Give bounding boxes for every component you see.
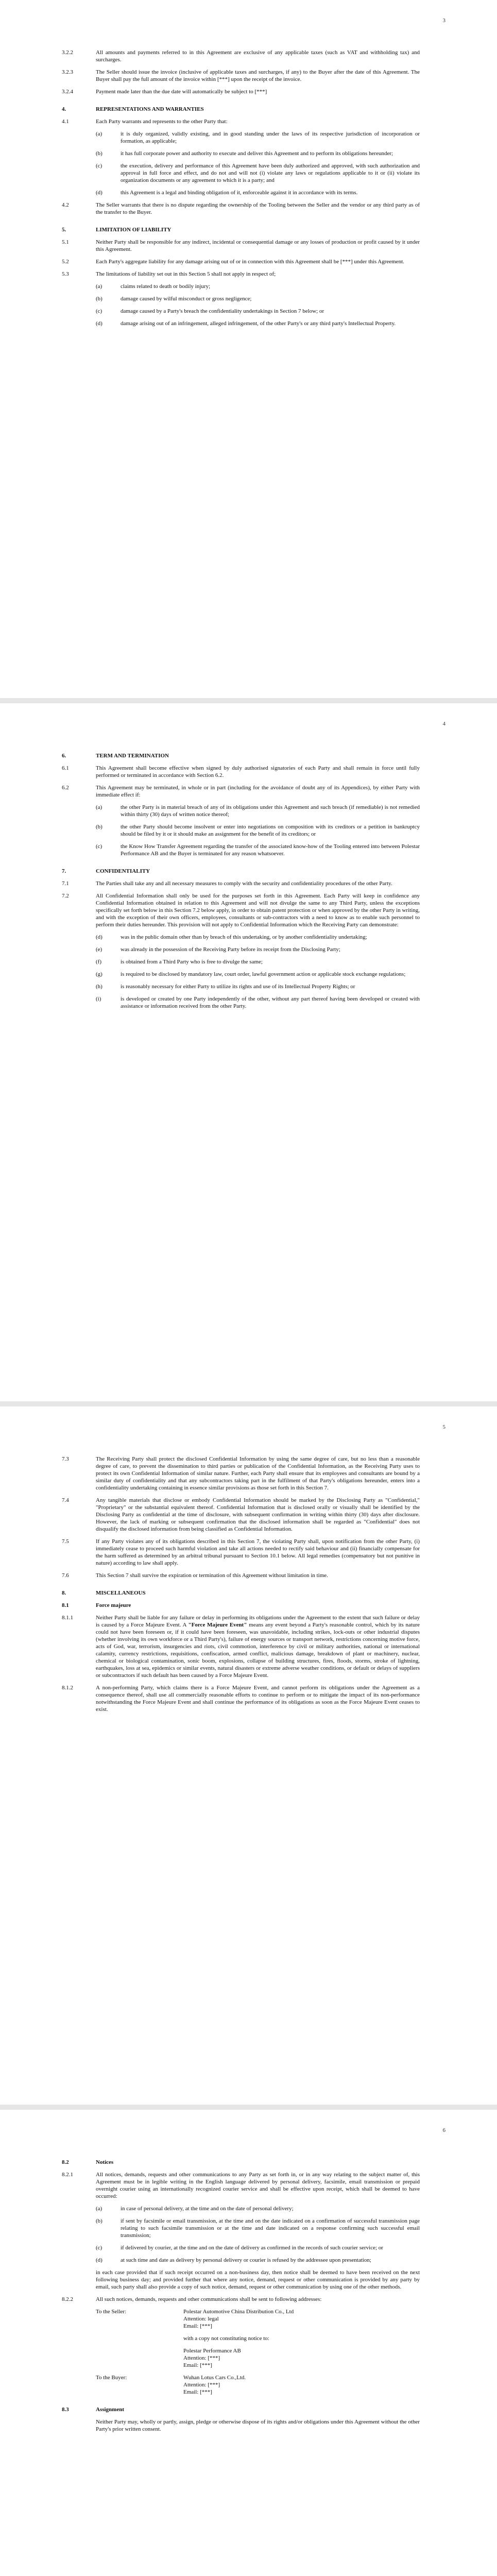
clause-7-2: 7.2 All Confidential Information shall only be used for the purposes set forth in this Agreement. Each Party will keep in confidence any Confidential Information obtained in relation to this Agreement and will not divulge the same to any Third Party, unless the exceptions specifically set forth below in this Section 7.2 below apply, in order to obtain patent protection or when approved by the other Party in writing, and with the exception of their own officers, employees, consultants or sub-contractors with a need to know as to enable such personnel to perform their duties hereunder. This provision will not apply to Confidential Information which the Receiving Party can demonstrate: [62,893,420,928]
subsection-heading-8-1: 8.1 Force majeure [62,1602,131,1608]
clause-7-2-g: (g) is required to be disclosed by mandatory law, court order, lawful government action or applicable stock exchange regulations; [96,971,406,977]
clause-5-3-a: (a) claims related to death or bodily injury; [96,283,211,290]
document-page-6 [0,2110,497,2576]
clause-text: Neither Party shall be liable for any failure or delay in performing its obligations under the Agreement to the extent that such failure or delay is caused by a Force Majeure Event. A [96,1615,420,1628]
clause-8-1-2: 8.1.2 A non-performing Party, which claims there is a Force Majeure Event, and cannot perform its obligations under the Agreement as a consequence thereof, shall use all commercially reasonable efforts to continue to perform or to mitigate the impact of its non-performance notwithstanding the Force Majeure Event and shall continue the performance of its obligations as soon as the Force Majeure Event ceases to exist. [62,1685,420,1713]
clause-text: means any event beyond a Party's reasonable control, which by its nature could not have been foreseen or, if it could have been foreseen, was unavoidable, including strikes, lock-outs or other industrial disputes (whether involving its own workforce or a Third Party's), failure of energy sources or transport network, restrictions concerning motive force, acts of God, war, terrorism, insurgencies and riots, civil commotion, interference by civil or military authorities, national or international calamity, currency restrictions, requisitions, confiscation, armed conflict, malicious damage, breakdown of plant or machinery, nuclear, chemical or biological contamination, sonic boom, explosions, collapse of building structures, fires, floods, storms, stroke of lightning, earthquakes, loss at sea, epidemics or similar events, natural disasters or extreme adverse weather conditions, or default or delays of suppliers or subcontractors if such default has been caused by a Force Majeure Event. [96,1622,420,1679]
clause-4-1-a: (a) it is duly organized, validly existing, and in good standing under the laws of its respective jurisdiction of incorporation or formation, as applicable; [96,131,420,144]
page-number: 6 [442,2127,445,2133]
clause-4-1-d: (d) this Agreement is a legal and binding obligation of it, enforceable against it in accordance with its terms. [96,190,358,196]
clause-3-2-3: 3.2.3 The Seller should issue the invoice (inclusive of applicable taxes and surcharges, if any) to the Buyer after the date of this Agreement. The Buyer shall pay the full amount of the invoice within [***] upon the receipt of the invoice. [62,69,420,82]
clause-8-1-1: 8.1.1 Neither Party shall be liable for any failure or delay in performing its obligations under the Agreement to the extent that such failure or delay is caused by a Force Majeure Event. A "Force Majeure Event" means any event beyond a Party's reasonable control, which by its nature could not have been foreseen or, if it could have been foreseen, was unavoidable, including strikes, lock-outs or other industrial disputes (whether involving its own workforce or a Third Party's), failure of energy sources or transport network, restrictions concerning motive force, acts of God, war, terrorism, insurgencies and riots, civil commotion, interference by civil or military authorities, national or international calamity, currency restrictions, requisitions, confiscation, armed conflict, malicious damage, breakdown of plant or machinery, nuclear, chemical or biological contamination, sonic boom, explosions, collapse of building structures, fires, floods, storms, stroke of lightning, earthquakes, loss at sea, epidemics or similar events, natural disasters or extreme adverse weather conditions, or default or delays of suppliers or subcontractors if such default has been caused by a Force Majeure Event. [62,1615,420,1679]
clause-7-2-i: (i) is developed or created by one Party independently of the other, without any part thereof having been developed or created with assistance or information received from the other Party. [96,996,420,1009]
clause-5-2: 5.2 Each Party's aggregate liability for any damage arising out of or in connection with this Agreement shall be [***] under this Agreement. [62,259,404,265]
clause-3-2-4: 3.2.4 Payment made later than the due date will automatically be subject to [***] [62,89,267,95]
clause-6-2-a: (a) the other Party is in material breach of any of its obligations under this Agreement and such breach (if remediable) is not remedied within thirty (30) days of written notice thereof; [96,804,420,818]
clause-5-1: 5.1 Neither Party shall be responsible for any indirect, incidental or consequential damage or any losses of production or profit caused by it under this Agreement. [62,239,420,252]
address-line: Email: [***] [183,2362,212,2368]
subsection-heading-8-3: 8.3 Assignment [62,2406,125,2413]
clause-6-2-c: (c) the Know How Transfer Agreement regarding the transfer of the associated know-how of the Tooling entered into between Polestar Performance AB and the Buyer is terminated for any reason whatsoever. [96,843,420,857]
clause-7-6: 7.6 This Section 7 shall survive the expiration or termination of this Agreement without limitation in time. [62,1572,328,1579]
clause-4-1: 4.1 Each Party warrants and represents to the other Party that: [62,118,228,125]
clause-5-3-d: (d) damage arising out of an infringement, alleged infringement, of the other Party's or any third party's Intellectual Property. [96,320,396,327]
clause-8-2-2: 8.2.2 All such notices, demands, requests and other communications shall be sent to following addresses: [62,2296,322,2302]
clause-4-2: 4.2 The Seller warrants that there is no dispute regarding the ownership of the Tooling between the Seller and the vendor or any third party as of the transfer to the Buyer. [62,202,420,215]
section-heading-4: 4. REPRESENTATIONS AND WARRANTIES [62,106,204,112]
section-heading-7: 7. CONFIDENTIALITY [62,868,150,874]
defined-term: "Force Majeure Event" [188,1622,247,1628]
clause-4-1-b: (b) it has full corporate power and authority to execute and deliver this Agreement and to perform its obligations hereunder; [96,150,393,157]
clause-8-2-1-b: (b) if sent by facsimile or email transmission, at the time and on the date indicated on a confirmation of successful transmission page relating to such facsimile transmission or at the time and date indicated on a response confirming such successful email transmission; [96,2218,420,2239]
clause-6-2-b: (b) the other Party should become insolvent or enter into negotiations on composition with its creditors or a petition in bankruptcy should be filed by it or it should make an assignment for the benefit of its creditors; or [96,824,420,837]
clause-6-1: 6.1 This Agreement shall become effective when signed by duly authorised signatories of each Party and shall remain in force until fully performed or terminated in accordance with Section 6.2. [62,765,420,778]
clause-8-3: Neither Party may, wholly or partly, assign, pledge or otherwise dispose of its rights and/or obligations under this Agreement without the other Party's prior written consent. [96,2419,420,2432]
address-line: Attention: [***] [183,2382,220,2388]
seller-copy-note [96,2335,420,2342]
address-line: with a copy not constituting notice to: [183,2335,269,2342]
section-heading-8: 8. MISCELLANEOUS [62,1590,146,1596]
page-number: 3 [442,18,445,24]
clause-3-2-2: 3.2.2 All amounts and payments referred to in this Agreement are exclusive of any applicable taxes (such as VAT and withholding tax) and surcharges. [62,49,420,63]
clause-4-1-c: (c) the execution, delivery and performance of this Agreement have been duly authorized and approved, with such authorization and approval in full force and effect, and do not and will not (i) violate any laws or regulations applicable to it or (ii) violate its organization documents or any agreement to which it is a party; and [96,163,420,183]
seller-address [96,2308,420,2330]
section-heading-6: 6. TERM AND TERMINATION [62,753,169,759]
clause-8-2-1-tail: in each case provided that if such receipt occurred on a non-business day, then notice shall be deemed to have been received on the next following business day; and provided further that where any notice, demand, request or other communication is provided by any party by email, such party shall also provide a copy of such notice, demand, request or other communication by using one of the other methods. [96,2269,420,2290]
clause-7-2-h: (h) is reasonably necessary for either Party to utilize its rights and use of its Intellectual Property Rights; or [96,984,355,990]
address-line: Email: [***] [183,2389,212,2395]
document-page-3 [0,0,497,698]
page-number: 5 [442,1424,445,1430]
clause-5-3: 5.3 The limitations of liability set out in this Section 5 shall not apply in respect of; [62,271,276,277]
clause-7-2-f: (f) is obtained from a Third Party who is free to divulge the same; [96,959,263,965]
address-line: Attention: legal [183,2316,219,2322]
address-line: Email: [***] [183,2323,212,2329]
clause-6-2: 6.2 This Agreement may be terminated, in whole or in part (including for the avoidance of doubt any of its Appendices), by either Party with immediate effect if: [62,785,420,798]
document-page-4 [0,703,497,1401]
buyer-label: To the Buyer: [96,2375,127,2381]
clause-5-3-c: (c) damage caused by a Party's breach the confidentiality undertakings in Section 7 below; or [96,308,324,314]
clause-7-2-e: (e) was already in the possession of the Receiving Party before its receipt from the Disclosing Party; [96,946,340,953]
clause-7-5: 7.5 If any Party violates any of its obligations described in this Section 7, the violating Party shall, upon notification from the other Party, (i) immediately cease to proceed such harmful violation and take all actions needed to rectify said behaviour and (ii) financially compensate for the harm suffered as determined by an arbitral tribunal pursuant to Section 10.1 below. All legal remedies (compensatory but not punitive in nature) according to law shall apply. [62,1538,420,1566]
clause-8-2-1-d: (d) at such time and date as delivery by personal delivery or courier is refused by the addressee upon presentation; [96,2257,371,2263]
address-line: Attention: [***] [183,2355,220,2361]
address-line: Polestar Automotive China Distribution Co., Ltd [183,2309,294,2315]
clause-7-3: 7.3 The Receiving Party shall protect the disclosed Confidential Information by using the same degree of care, but no less than a reasonable degree of care, to prevent the dissemination to third parties or publication of the Confidential Information, as the Receiving Party uses to protect its own Confidential Information of similar nature. Further, each Party shall ensure that its employees and consultants are bound by a similar duty of confidentiality and that any subcontractors taking part in the fulfilment of that Party's obligations hereunder, enters into a confidentiality undertaking containing in essence similar provisions as those set forth in this Section 7. [62,1456,420,1491]
clause-8-2-1-c: (c) if delivered by courier, at the time and on the date of delivery as confirmed in the records of such courier service; or [96,2245,383,2251]
document-page-5 [0,1406,497,2105]
clause-8-2-1: 8.2.1 All notices, demands, requests and other communications to any Party as set forth in, or in any way relating to the subject matter of, this Agreement must be in legible writing in the English language delivered by personal delivery, facsimile, email transmission or prepaid overnight courier using an internationally recognized courier service and shall be effective upon receipt, which shall be deemed to have occurred: [62,2172,420,2199]
address-line: Wuhan Lotus Cars Co.,Ltd. [183,2375,246,2381]
clause-7-4: 7.4 Any tangible materials that disclose or embody Confidential Information should be marked by the Disclosing Party as "Confidential," "Proprietary" or the substantial equivalent thereof. Confidential Information that is disclosed orally or visually shall be identified by the Disclosing Party as confidential at the time of disclosure, with subsequent confirmation in writing within thirty (30) days after disclosure. However, the lack of marking or subsequent confirmation that the disclosed information shall be regarded as "Confidential" does not disqualify the disclosed information from being classified as Confidential Information. [62,1497,420,1532]
section-heading-5: 5. LIMITATION OF LIABILITY [62,227,172,233]
address-line: Polestar Performance AB [183,2348,241,2354]
seller-label: To the Seller: [96,2309,127,2315]
clause-7-2-d: (d) was in the public domain other than by breach of this undertaking, or by another confidentiality undertaking; [96,934,367,940]
buyer-address [96,2374,420,2396]
subsection-heading-8-2: 8.2 Notices [62,2159,114,2165]
clause-7-1: 7.1 The Parties shall take any and all necessary measures to comply with the security and confidentiality procedures of the other Party. [62,880,392,887]
page-number: 4 [442,721,445,727]
clause-5-3-b: (b) damage caused by wilful misconduct or gross negligence; [96,296,252,302]
seller-copy-address [96,2347,420,2369]
clause-8-2-1-a: (a) in case of personal delivery, at the time and on the date of personal delivery; [96,2206,294,2212]
